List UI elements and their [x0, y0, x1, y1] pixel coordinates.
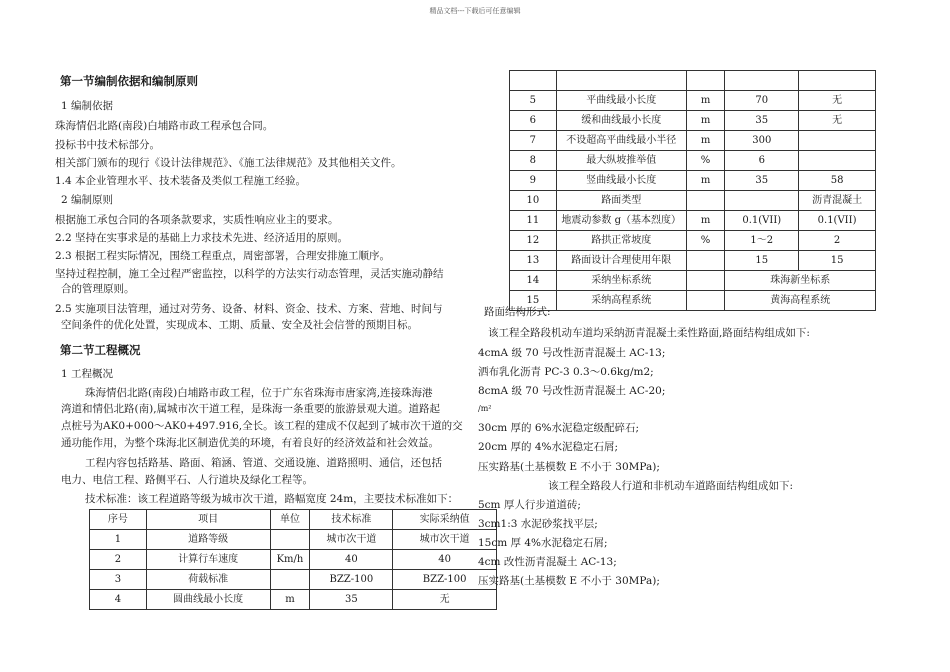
- paragraph: 3cm1:3 水泥砂浆找平层;: [478, 518, 598, 530]
- table-cell: 13: [510, 251, 557, 271]
- table-cell: 40: [310, 550, 393, 570]
- paragraph: 珠海情侣北路(南段)白埔路市政工程，位于广东省珠海市唐家湾,连接珠海港: [85, 387, 433, 399]
- table-row: [90, 570, 497, 590]
- paragraph: 技术标准：该工程道路等级为城市次干道，路幅宽度 24m，主要技术标准如下：: [85, 493, 459, 505]
- table-cell: 300: [725, 131, 799, 151]
- table-row: [510, 171, 876, 191]
- paragraph: 15cm 厚 4%水泥稳定石屑;: [478, 537, 608, 549]
- table-cell: 采纳高程系统: [556, 291, 686, 311]
- table-cell: 道路等级: [146, 530, 270, 550]
- table-cell: 平曲线最小长度: [556, 91, 686, 111]
- table-cell: 15: [510, 291, 557, 311]
- paragraph: 4cmA 级 70 号改性沥青混凝土 AC-13;: [478, 347, 666, 359]
- table-cell: 采纳坐标系统: [556, 271, 686, 291]
- paragraph: 压实路基(土基模数 E 不小于 30MPa);: [478, 461, 660, 473]
- table-row: [90, 550, 497, 570]
- table-cell: 无: [799, 111, 876, 131]
- table-row: [510, 191, 876, 211]
- table-cell: 40: [393, 550, 497, 570]
- paragraph: 该工程全路段机动车道均采纳沥青混凝土柔性路面,路面结构组成如下:: [488, 327, 810, 339]
- table-cell: 9: [510, 171, 557, 191]
- table-cell: 35: [310, 590, 393, 610]
- paragraph: /m²: [478, 404, 492, 413]
- table-cell: 路面设计合理使用年限: [556, 251, 686, 271]
- paragraph: 根据施工承包合同的各项条款要求，实质性响应业主的要求。: [55, 214, 339, 226]
- table-cell: 0.1(VII): [799, 211, 876, 231]
- header-note: 精品文档---下载后可任意编辑: [429, 7, 521, 15]
- table-cell: [686, 191, 725, 211]
- table-header-cell: 单位: [270, 510, 310, 530]
- section-1-title: 第一节编制依据和编制原则: [60, 74, 198, 88]
- table-cell: 城市次干道: [310, 530, 393, 550]
- table-cell: 缓和曲线最小长度: [556, 111, 686, 131]
- table-cell: 5: [510, 91, 557, 111]
- table-cell: 圆曲线最小长度: [146, 590, 270, 610]
- table-row: [510, 291, 876, 311]
- section-2-title: 第二节工程概况: [60, 343, 141, 357]
- paragraph: 2.2 坚持在实事求是的基础上力求技术先进、经济适用的原则。: [55, 232, 349, 244]
- table-row: [510, 251, 876, 271]
- tech-standards-table: [89, 509, 497, 610]
- paragraph: 该工程全路段人行道和非机动车道路面结构组成如下:: [548, 480, 794, 492]
- paragraph: 4cm 改性沥青混凝土 AC-13;: [478, 556, 617, 568]
- subheading-basis: 1 编制依据: [61, 100, 114, 112]
- paragraph: 投标书中技术标部分。: [55, 139, 160, 151]
- table-header-cell: 实际采纳值: [393, 510, 497, 530]
- table-cell: %: [686, 151, 725, 171]
- paragraph: 1.4 本企业管理水平、技术装备及类似工程施工经验。: [55, 175, 307, 187]
- table-cell: 35: [725, 111, 799, 131]
- table-row: [510, 91, 876, 111]
- tech-standards-table-continued: [509, 70, 876, 311]
- table-cell: 城市次干道: [393, 530, 497, 550]
- table-cell: 2: [90, 550, 147, 570]
- table-cell: m: [270, 590, 310, 610]
- table-row: [510, 151, 876, 171]
- table-cell: [270, 570, 310, 590]
- table-cell: m: [686, 111, 725, 131]
- table-cell: 1: [90, 530, 147, 550]
- table-cell: 1～2: [725, 231, 799, 251]
- table-cell: 35: [725, 171, 799, 191]
- paragraph: 洒布乳化沥青 PC-3 0.3～0.6kg/m2;: [478, 366, 654, 378]
- table-cell: 竖曲线最小长度: [556, 171, 686, 191]
- table-cell: m: [686, 131, 725, 151]
- paragraph: 点桩号为AK0+000～AK0+497.916,全长。该工程的建成不仅起到了城市次干道的交: [61, 420, 463, 432]
- paragraph: 电力、电信工程、路侧平石、人行道块及绿化工程等。: [61, 474, 313, 486]
- paragraph: 合的管理原则。: [61, 283, 135, 295]
- table-cell: 15: [799, 251, 876, 271]
- paragraph: 工程内容包括路基、路面、箱涵、管道、交通设施、道路照明、通信，还包括: [85, 457, 442, 469]
- table-cell: 路面类型: [556, 191, 686, 211]
- subheading-overview: 1 工程概况: [61, 368, 114, 380]
- table-cell: 珠海新坐标系: [725, 271, 876, 291]
- table-cell: 6: [510, 111, 557, 131]
- table-cell: m: [686, 91, 725, 111]
- table-cell: 12: [510, 231, 557, 251]
- table-cell: [686, 271, 725, 291]
- table-cell: [799, 131, 876, 151]
- table-cell: 14: [510, 271, 557, 291]
- paragraph: 通功能作用，为整个珠海北区制造优美的环境，有着良好的经济效益和社会效益。: [61, 437, 439, 449]
- table-cell: Km/h: [270, 550, 310, 570]
- table-row: [510, 111, 876, 131]
- table-cell: 11: [510, 211, 557, 231]
- table-row: [510, 231, 876, 251]
- table-cell: 3: [90, 570, 147, 590]
- table-cell: [270, 530, 310, 550]
- paragraph: 珠海情侣北路(南段)白埔路市政工程承包合同。: [55, 120, 274, 132]
- table-cell: 10: [510, 191, 557, 211]
- table-row: [510, 271, 876, 291]
- paragraph: 20cm 厚的 4%水泥稳定石屑;: [478, 441, 619, 453]
- paragraph: 坚持过程控制，施工全过程严密监控，以科学的方法实行动态管理，灵活实施动静结: [55, 268, 444, 280]
- table-cell: 不设超高平曲线最小半径: [556, 131, 686, 151]
- table-row: [90, 590, 497, 610]
- table-cell: 地震动参数 g（基本烈度）: [556, 211, 686, 231]
- paragraph: 压实路基(土基模数 E 不小于 30MPa);: [478, 575, 660, 587]
- table-cell: 最大纵坡推举值: [556, 151, 686, 171]
- table-cell: 8: [510, 151, 557, 171]
- table-cell: m: [686, 211, 725, 231]
- table-cell: 计算行车速度: [146, 550, 270, 570]
- table-cell: 6: [725, 151, 799, 171]
- paragraph: 湾道和情侣北路(南),属城市次干道工程，是珠海一条重要的旅游景观大道。道路起: [61, 403, 441, 415]
- table-cell: BZZ-100: [393, 570, 497, 590]
- table-header-cell: 序号: [90, 510, 147, 530]
- paragraph: 2.5 实施项目法管理，通过对劳务、设备、材料、资金、技术、方案、营地、时间与: [55, 303, 443, 315]
- table-cell: [686, 251, 725, 271]
- table-cell: m: [686, 171, 725, 191]
- table-cell: BZZ-100: [310, 570, 393, 590]
- table-row-blank: [510, 71, 876, 91]
- table-cell: 沥青混凝土: [799, 191, 876, 211]
- table-cell: 70: [725, 91, 799, 111]
- table-cell: [799, 151, 876, 171]
- table-cell: [725, 191, 799, 211]
- paragraph: 相关部门颁布的现行《设计法律规范》、《施工法律规范》及其他相关文件。: [55, 157, 402, 169]
- table-header-cell: 技术标准: [310, 510, 393, 530]
- table-cell: [686, 291, 725, 311]
- table-cell: 15: [725, 251, 799, 271]
- table-cell: 2: [799, 231, 876, 251]
- subheading-principles: 2 编制原则: [61, 194, 114, 206]
- table-row: [510, 211, 876, 231]
- paragraph: 2.3 根据工程实际情况，围绕工程重点，周密部署，合理安排施工顺序。: [55, 250, 391, 262]
- table-cell: 4: [90, 590, 147, 610]
- paragraph: 30cm 厚的 6%水泥稳定级配碎石;: [478, 422, 640, 434]
- table-header-row: [90, 510, 497, 530]
- paragraph: 5cm 厚人行步道道砖;: [478, 499, 581, 511]
- table-cell: 0.1(VII): [725, 211, 799, 231]
- table-header-cell: 项目: [146, 510, 270, 530]
- table-cell: 7: [510, 131, 557, 151]
- paragraph: 8cmA 级 70 号改性沥青混凝土 AC-20;: [478, 385, 666, 397]
- table-row: [510, 131, 876, 151]
- table-cell: 无: [799, 91, 876, 111]
- table-cell: %: [686, 231, 725, 251]
- table-row: [90, 530, 497, 550]
- table-cell: 58: [799, 171, 876, 191]
- table-cell: 荷载标准: [146, 570, 270, 590]
- table-cell: 黄海高程系统: [725, 291, 876, 311]
- table-cell: 无: [393, 590, 497, 610]
- table-cell: 路拱正常坡度: [556, 231, 686, 251]
- paragraph: 空间条件的优化处置，实现成本、工期、质量、安全及社会信誉的预期目标。: [61, 319, 418, 331]
- paragraph: 路面结构形式:: [484, 306, 551, 318]
